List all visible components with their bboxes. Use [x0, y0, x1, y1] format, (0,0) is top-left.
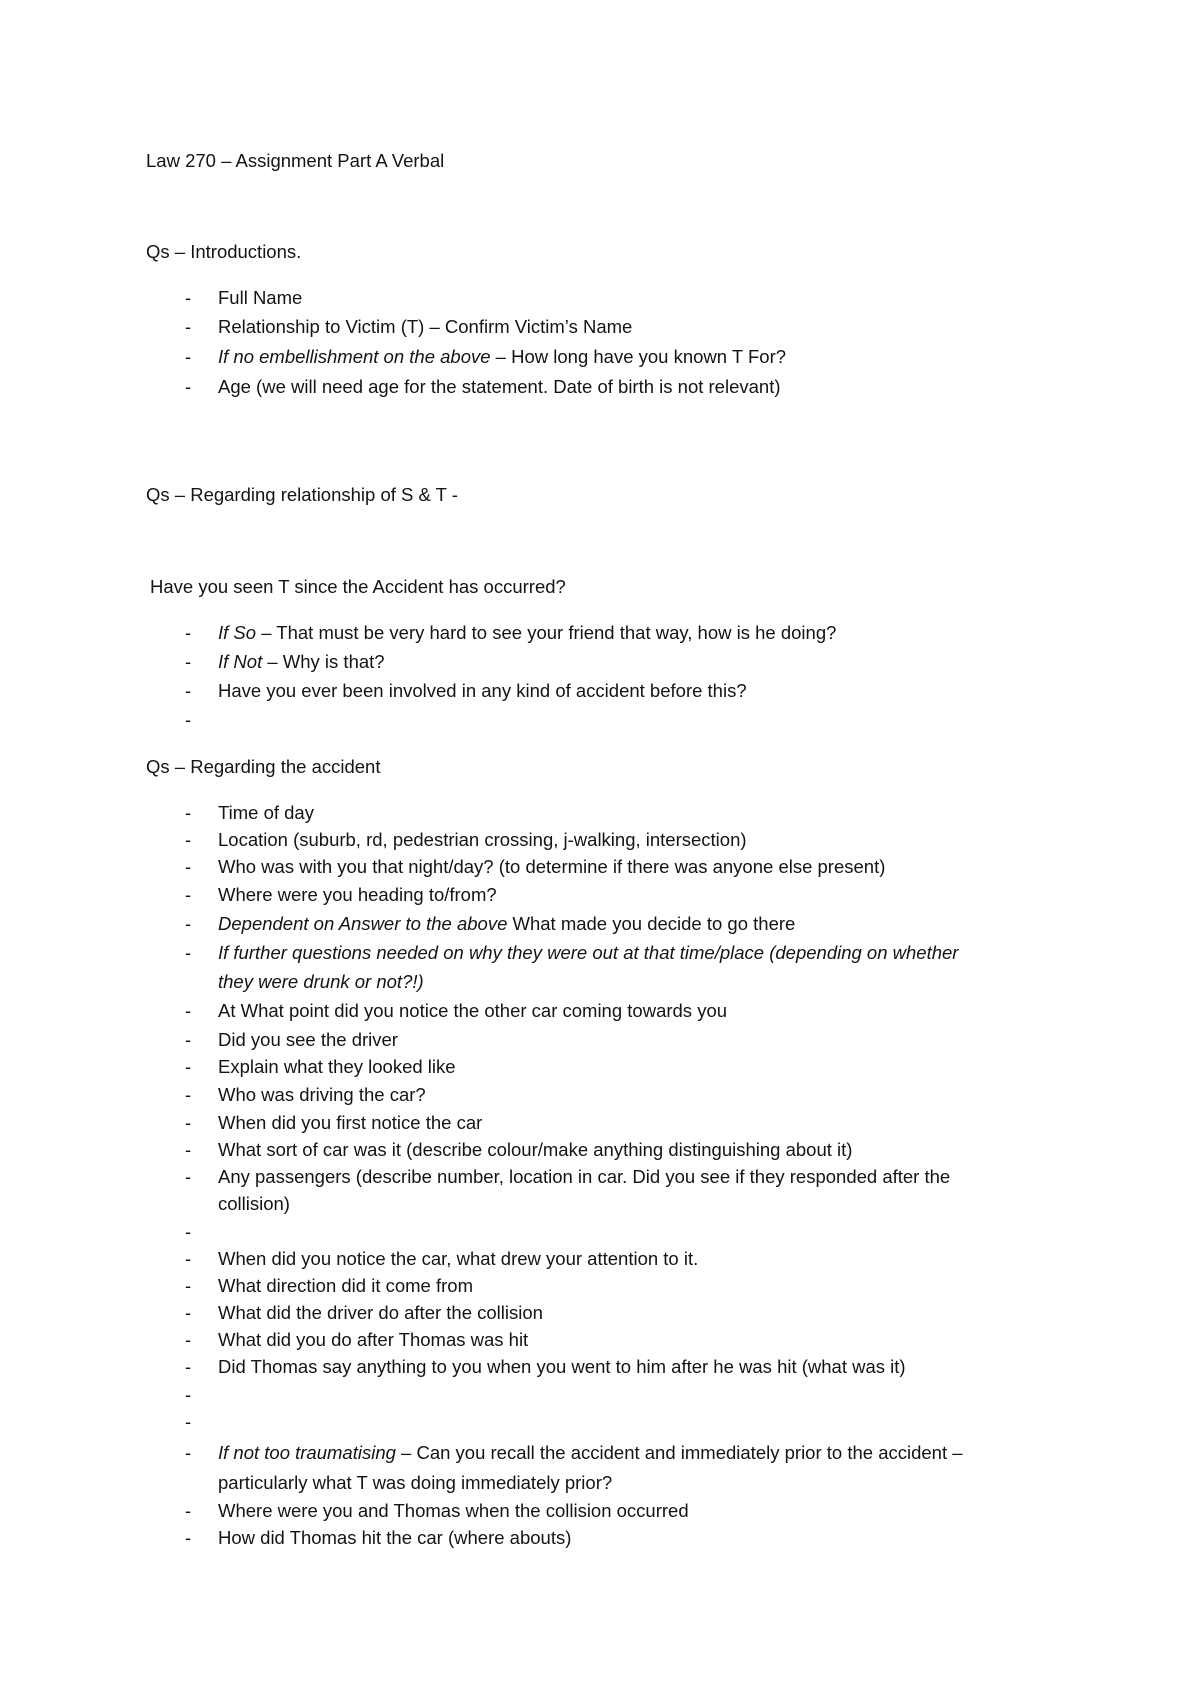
bullet-dash: -: [185, 1356, 192, 1377]
list-item-text: Relationship to Victim (T) – Confirm Victim’s Name: [218, 316, 633, 337]
bullet-dash: -: [185, 1112, 192, 1133]
list-item-text: What did the driver do after the collision: [218, 1302, 543, 1323]
list-item-continuation: particularly what T was doing immediately prior?: [218, 1472, 613, 1493]
list-item-text: [218, 653, 385, 672]
list-item-text: [218, 624, 836, 643]
bullet-dash: -: [185, 1221, 192, 1242]
bullet-dash: -: [185, 1139, 192, 1160]
list-item-text: When did you first notice the car: [218, 1112, 483, 1133]
bullet-dash: -: [185, 651, 192, 672]
section-heading-accident: Qs – Regarding the accident: [146, 756, 381, 777]
list-item-text: How did Thomas hit the car (where abouts): [218, 1527, 572, 1548]
bullet-dash: -: [185, 1384, 192, 1405]
plain-text: – That must be very hard to see your friend that way, how is he doing?: [256, 622, 837, 643]
bullet-dash: -: [185, 287, 192, 308]
list-item-text: Have you ever been involved in any kind of accident before this?: [218, 680, 747, 701]
bullet-dash: -: [185, 1084, 192, 1105]
document-title: Law 270 – Assignment Part A Verbal: [146, 150, 445, 171]
bullet-dash: -: [185, 1411, 192, 1432]
plain-text: – Why is that?: [262, 651, 385, 672]
list-item-text: [218, 944, 958, 963]
bullet-dash: -: [185, 829, 192, 850]
bullet-dash: -: [185, 1275, 192, 1296]
bullet-dash: -: [185, 1329, 192, 1350]
list-item-text: Explain what they looked like: [218, 1056, 456, 1077]
bullet-dash: -: [185, 1500, 192, 1521]
list-item-text: Did you see the driver: [218, 1029, 398, 1050]
bullet-dash: -: [185, 1527, 192, 1548]
list-item-text: What sort of car was it (describe colour/make anything distinguishing about it): [218, 1139, 853, 1160]
list-item-text: What did you do after Thomas was hit: [218, 1329, 529, 1350]
bullet-dash: -: [185, 709, 192, 730]
list-item-continuation: collision): [218, 1193, 290, 1214]
bullet-dash: -: [185, 942, 192, 963]
list-item-text: [218, 1444, 963, 1463]
italic-text: If further questions needed on why they were out at that time/place (depending on whether: [218, 942, 959, 963]
list-item-text: Who was with you that night/day? (to determine if there was anyone else present): [218, 856, 886, 877]
bullet-dash: -: [185, 1056, 192, 1077]
list-item-text: At What point did you notice the other car coming towards you: [218, 1000, 728, 1021]
plain-text: – Can you recall the accident and immediately prior to the accident –: [395, 1442, 963, 1463]
bullet-dash: -: [185, 622, 192, 643]
bullet-dash: -: [185, 913, 192, 934]
list-item-text: Location (suburb, rd, pedestrian crossing, j-walking, intersection): [218, 829, 747, 850]
bullet-dash: -: [185, 856, 192, 877]
list-item-text: Full Name: [218, 287, 303, 308]
section-heading-seen-since: Have you seen T since the Accident has occurred?: [150, 576, 566, 597]
italic-text: If So: [218, 622, 257, 643]
list-item-text: When did you notice the car, what drew your attention to it.: [218, 1248, 699, 1269]
list-item-text: [218, 915, 795, 934]
list-item-continuation: [218, 973, 424, 992]
bullet-dash: -: [185, 376, 192, 397]
bullet-dash: -: [185, 1248, 192, 1269]
list-item-text: Where were you and Thomas when the collision occurred: [218, 1500, 689, 1521]
list-item-text: Time of day: [218, 802, 314, 823]
bullet-dash: -: [185, 1000, 192, 1021]
list-item-text: [218, 348, 786, 367]
list-item-text: Who was driving the car?: [218, 1084, 426, 1105]
italic-text: Dependent on Answer to the above: [218, 913, 508, 934]
list-item-text: Any passengers (describe number, location in car. Did you see if they responded after the: [218, 1166, 951, 1187]
section-heading-introductions: Qs – Introductions.: [146, 241, 302, 262]
bullet-dash: -: [185, 680, 192, 701]
plain-text: – How long have you known T For?: [490, 346, 787, 367]
list-item-text: What direction did it come from: [218, 1275, 473, 1296]
bullet-dash: -: [185, 1302, 192, 1323]
italic-text: If no embellishment on the above: [218, 346, 491, 367]
list-item-text: Where were you heading to/from?: [218, 884, 497, 905]
section-heading-relationship: Qs – Regarding relationship of S & T -: [146, 484, 458, 505]
list-item-text: Age (we will need age for the statement. Date of birth is not relevant): [218, 376, 781, 397]
list-item-text: Did Thomas say anything to you when you went to him after he was hit (what was it): [218, 1356, 906, 1377]
bullet-dash: -: [185, 884, 192, 905]
bullet-dash: -: [185, 316, 192, 337]
bullet-dash: -: [185, 1442, 192, 1463]
bullet-dash: -: [185, 802, 192, 823]
italic-text: If not too traumatising: [218, 1442, 396, 1463]
italic-text: they were drunk or not?!): [218, 971, 424, 992]
bullet-dash: -: [185, 1029, 192, 1050]
bullet-dash: -: [185, 1166, 192, 1187]
bullet-dash: -: [185, 346, 192, 367]
italic-text: If Not: [218, 651, 263, 672]
plain-text: What made you decide to go there: [507, 913, 796, 934]
